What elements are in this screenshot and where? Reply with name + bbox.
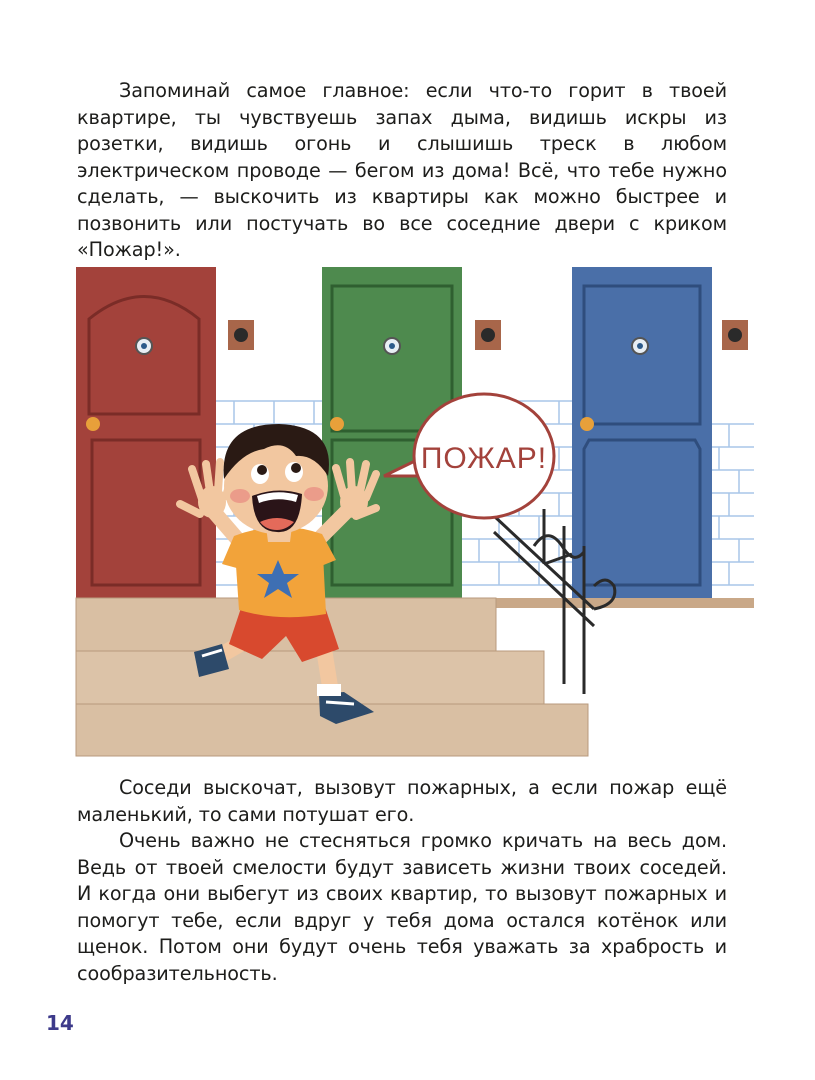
doorbell-3 [722, 320, 748, 350]
page-number: 14 [46, 1011, 74, 1035]
doorbell-2 [475, 320, 501, 350]
red-door [76, 267, 216, 599]
fire-alarm-illustration [74, 264, 756, 759]
paragraph-courage: Очень важно не стесняться громко кричать на весь дом. Ведь от твоей смелости будут зависеть жизни твоих соседей. И когда они выбегут из своих квартир, то вызовут пожарных и помогут тебе, если вдруг у тебя дома остался котёнок или щенок. Потом они будут очень тебя уважать за храбрость и сообразительность. [77, 829, 727, 985]
doorbell-1 [228, 320, 254, 350]
paragraph-neighbors: Соседи выскочат, вызовут пожарных, а если пожар ещё маленький, то сами потушат его. [77, 776, 727, 826]
landing-ledge [494, 598, 754, 608]
blue-door [572, 267, 712, 599]
speech-bubble-text: ПОЖАР! [420, 442, 548, 475]
paragraph-intro: Запоминай самое главное: если что-то горит в твоей квартире, ты чувствуешь запах дыма, видишь искры из розетки, видишь огонь и слышишь треск в любом электрическом проводе — бегом из дома! Всё, что тебе нужно сделать, — выскочить из квартиры как можно быстрее и позвонить или постучать во все соседние двери с криком «Пожар!». [77, 79, 727, 261]
